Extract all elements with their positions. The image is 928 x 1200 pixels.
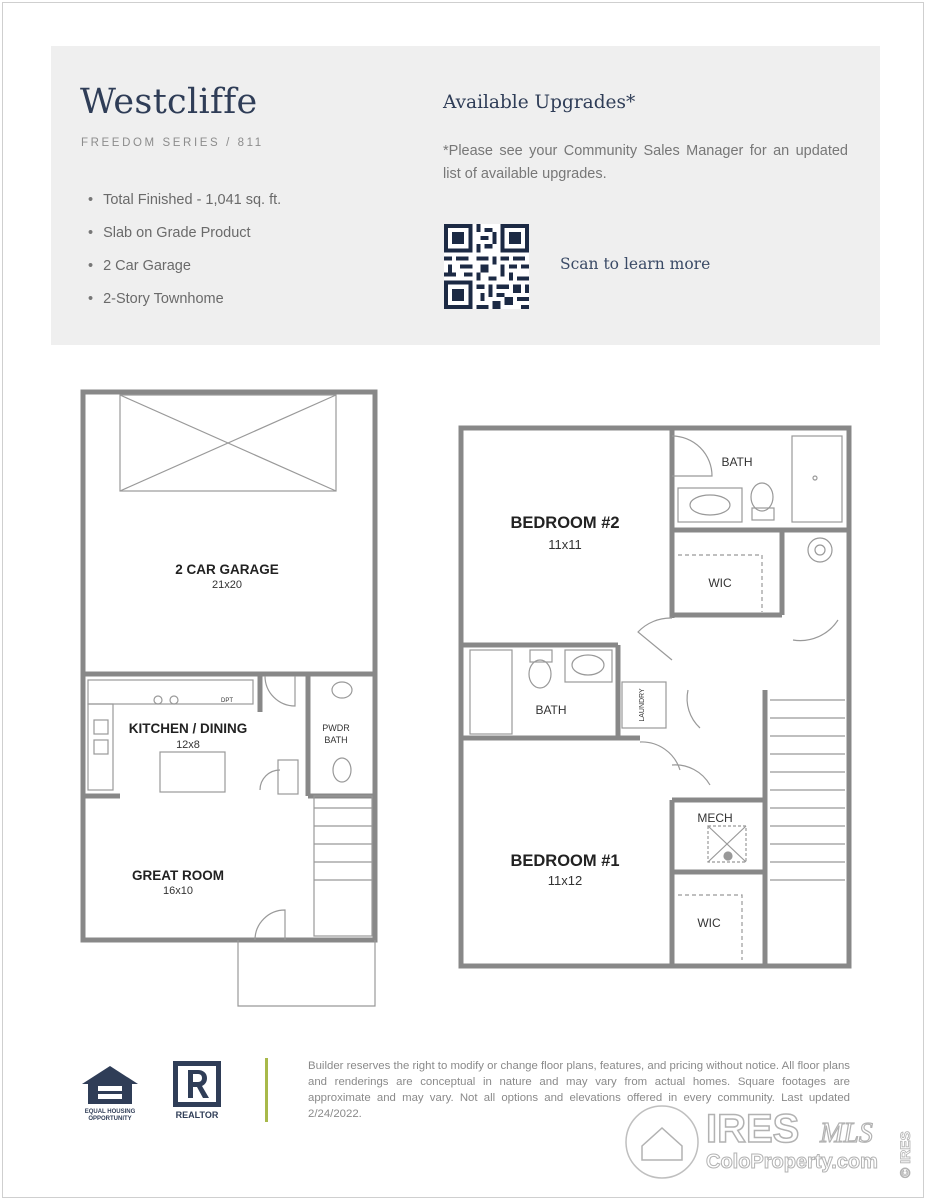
watermark-side: © IRES bbox=[897, 1131, 913, 1178]
feature-item: • Slab on Grade Product bbox=[88, 223, 281, 256]
footer-divider bbox=[265, 1058, 268, 1122]
bedroom1-label: BEDROOM #1 bbox=[510, 852, 620, 870]
garage-dim: 21x20 bbox=[212, 579, 242, 591]
realtor-icon bbox=[172, 1060, 222, 1122]
laundry-label: LAUNDRY bbox=[639, 688, 646, 722]
bedroom1-dim: 11x12 bbox=[547, 873, 583, 888]
kitchen-dim: 12x8 bbox=[176, 739, 200, 751]
realtor-label: REALTOR bbox=[175, 1110, 219, 1120]
kitchen-label: KITCHEN / DINING bbox=[128, 721, 248, 736]
watermark-mls: MLS bbox=[820, 1118, 873, 1149]
scan-label: Scan to learn more bbox=[560, 255, 711, 273]
pwdr-bath-label: BATH bbox=[324, 735, 348, 745]
bedroom2-label: BEDROOM #2 bbox=[510, 514, 620, 532]
upgrades-title: Available Upgrades* bbox=[443, 92, 636, 113]
feature-item: • 2 Car Garage bbox=[88, 256, 281, 289]
eho-line-1: EQUAL HOUSING bbox=[84, 1109, 136, 1115]
watermark-site: ColoProperty.com bbox=[706, 1151, 878, 1173]
bath-mid-label: BATH bbox=[535, 703, 567, 717]
great-room-label: GREAT ROOM bbox=[132, 868, 224, 883]
plan-series: FREEDOM SERIES / 811 bbox=[81, 137, 264, 149]
bath-top-label: BATH bbox=[721, 455, 753, 469]
bedroom2-dim: 11x11 bbox=[548, 537, 582, 552]
eho-line-2: OPPORTUNITY bbox=[88, 1116, 132, 1122]
mech-label: MECH bbox=[697, 811, 733, 825]
wic-bottom-label: WIC bbox=[697, 916, 721, 930]
wic-top-label: WIC bbox=[708, 576, 732, 590]
plan-title: Westcliffe bbox=[80, 82, 258, 122]
pwdr-label: PWDR bbox=[322, 723, 350, 733]
feature-item: • 2-Story Townhome bbox=[88, 289, 281, 322]
ires-watermark bbox=[620, 1098, 920, 1188]
watermark-brand: IRES bbox=[706, 1107, 800, 1151]
disclaimer-text: Builder reserves the right to modify or change floor plans, features, and pricing without notice. All floor plans and renderings are conceptual in nature and may vary from actual homes. Square footages are approximate and may vary. Not all options and elevations offered in every community. Last updated 2/24/2022. bbox=[308, 1060, 850, 1120]
feature-item: • Total Finished - 1,041 sq. ft. bbox=[88, 190, 281, 223]
garage-label: 2 CAR GARAGE bbox=[175, 562, 279, 577]
upgrades-note: *Please see your Community Sales Manager for an updated list of available upgrades. bbox=[443, 143, 848, 182]
equal-housing-icon bbox=[80, 1062, 140, 1122]
dpt-label: DPT bbox=[221, 698, 233, 704]
great-room-dim: 16x10 bbox=[163, 885, 193, 897]
